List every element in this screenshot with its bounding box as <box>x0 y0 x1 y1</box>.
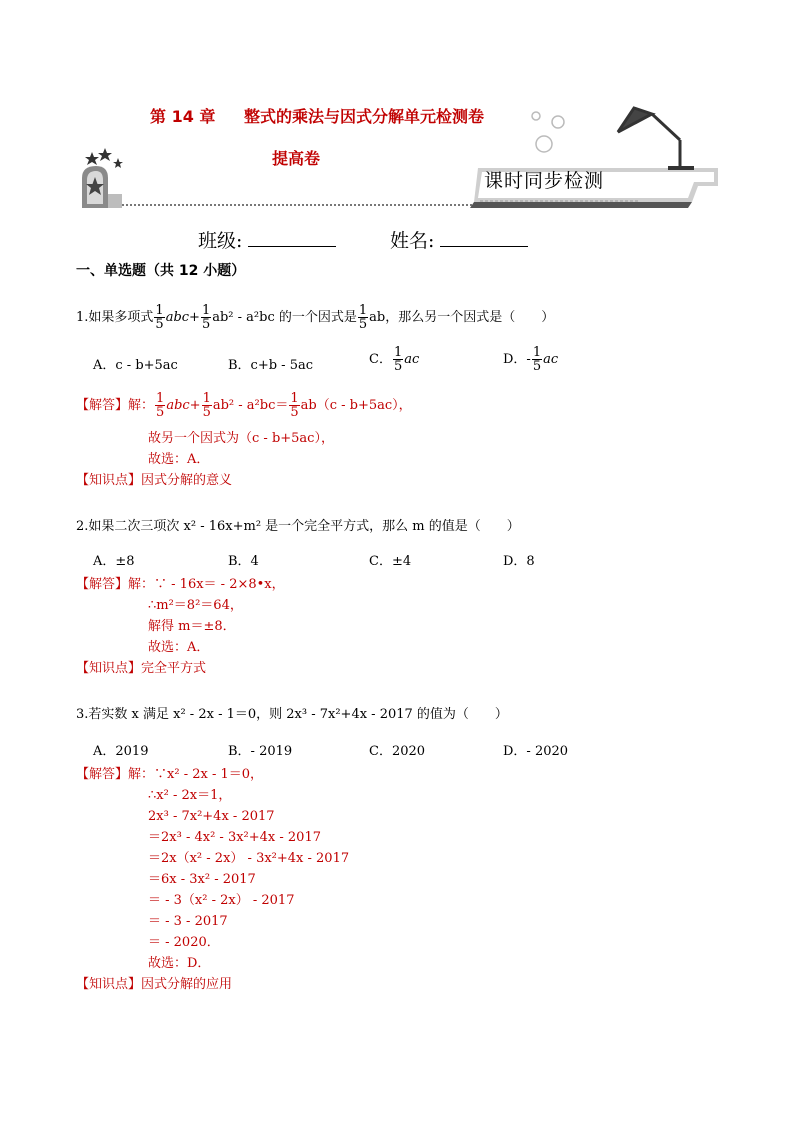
level-label: 提高卷 <box>272 149 321 168</box>
answer-label: 【解答】 <box>76 398 129 413</box>
question-1-stem: 1.如果多项式 $\frac{1}{5}$ abc+ $\frac{1}{5}$ ab² - a²bc 的一个因式是 $\frac{1}{5}$ ab，那么另一个因式是（ ） <box>76 303 555 332</box>
name-field <box>390 226 528 253</box>
question-3-answer-line-3: 2x³ - 7x²+4x - 2017 <box>148 809 275 824</box>
chapter-number: 第 14 章 <box>150 107 216 126</box>
question-1-answer-line-1: 【解答】解： $\frac{1}{5}$ abc+ $\frac{1}{5}$ ab² - a²bc＝ $\frac{1}{5}$ ab（c - b+5ac）， <box>76 391 412 420</box>
fraction: $\frac{1}{5}$ <box>201 303 211 332</box>
question-1-option-a[interactable]: A．c - b+5ac <box>93 358 178 373</box>
class-input[interactable] <box>248 230 336 247</box>
question-3-answer-line-1: 【解答】解：∵x² - 2x - 1＝0， <box>76 767 264 782</box>
question-3-answer-line-6: ＝6x - 3x² - 2017 <box>148 872 256 887</box>
header-banner <box>78 98 718 210</box>
question-2-answer-line-2: ∴m²＝8²＝64， <box>148 598 243 613</box>
question-2-option-b[interactable]: B．4 <box>228 554 259 569</box>
class-label: 班级: <box>198 230 243 252</box>
question-1-answer-line-2: 故另一个因式为（c - b+5ac）， <box>148 431 334 446</box>
question-2-option-a[interactable]: A．±8 <box>93 554 135 569</box>
question-1-option-d[interactable]: D．- $\frac{1}{5}$ ac <box>503 345 559 374</box>
question-1-option-b[interactable]: B．c+b - 5ac <box>228 358 314 373</box>
question-2-answer-line-1: 【解答】解：∵ - 16x＝ - 2×8•x， <box>76 577 285 592</box>
question-3-answer-line-5: ＝2x（x² - 2x） - 3x²+4x - 2017 <box>148 851 350 866</box>
question-2-option-c[interactable]: C．±4 <box>369 554 412 569</box>
name-label: 姓名: <box>390 230 435 252</box>
bubbles-icon <box>532 112 564 152</box>
question-1-option-c[interactable]: C． $\frac{1}{5}$ ac <box>369 345 420 374</box>
question-2-answer-line-4: 故选：A． <box>148 640 210 655</box>
question-3-answer-line-8: ＝ - 3 - 2017 <box>148 914 228 929</box>
fraction: $\frac{1}{5}$ <box>358 303 368 332</box>
fraction: $\frac{1}{5}$ <box>155 303 164 332</box>
name-input[interactable] <box>440 230 528 247</box>
star-badge-icon <box>82 166 122 208</box>
section-title: 一、单选题（共 12 小题） <box>76 263 246 279</box>
question-2-stem: 2.如果二次三项次 x² - 16x+m² 是一个完全平方式，那么 m 的值是（ ） <box>76 519 520 534</box>
stars-icon <box>85 148 123 168</box>
question-3-knowledge-point: 【知识点】因式分解的应用 <box>76 977 233 992</box>
question-3-answer-line-10: 故选：D． <box>148 956 211 971</box>
question-1-knowledge-point: 【知识点】因式分解的意义 <box>76 473 233 488</box>
question-3-option-a[interactable]: A．2019 <box>93 744 149 759</box>
class-field <box>198 226 336 253</box>
question-2-answer-line-3: 解得 m＝±8． <box>148 619 236 634</box>
question-3-answer-line-2: ∴x² - 2x＝1， <box>148 788 232 803</box>
question-3-answer-line-4: ＝2x³ - 4x² - 3x²+4x - 2017 <box>148 830 321 845</box>
question-2-option-d[interactable]: D．8 <box>503 554 535 569</box>
question-3-option-c[interactable]: C．2020 <box>369 744 426 759</box>
page-title: 整式的乘法与因式分解单元检测卷 <box>244 107 485 126</box>
question-3-answer-line-9: ＝ - 2020． <box>148 935 220 950</box>
badge-text: 课时同步检测 <box>484 170 605 192</box>
question-2-knowledge-point: 【知识点】完全平方式 <box>76 661 207 676</box>
question-3-answer-line-7: ＝ - 3（x² - 2x） - 2017 <box>148 893 295 908</box>
question-3-option-b[interactable]: B．- 2019 <box>228 744 293 759</box>
question-1-answer-line-3: 故选：A． <box>148 452 210 467</box>
question-3-stem: 3.若实数 x 满足 x² - 2x - 1＝0，则 2x³ - 7x²+4x - 2017 的值为（ ） <box>76 707 508 722</box>
question-3-option-d[interactable]: D．- 2020 <box>503 744 569 759</box>
desk-lamp-icon <box>618 108 694 168</box>
